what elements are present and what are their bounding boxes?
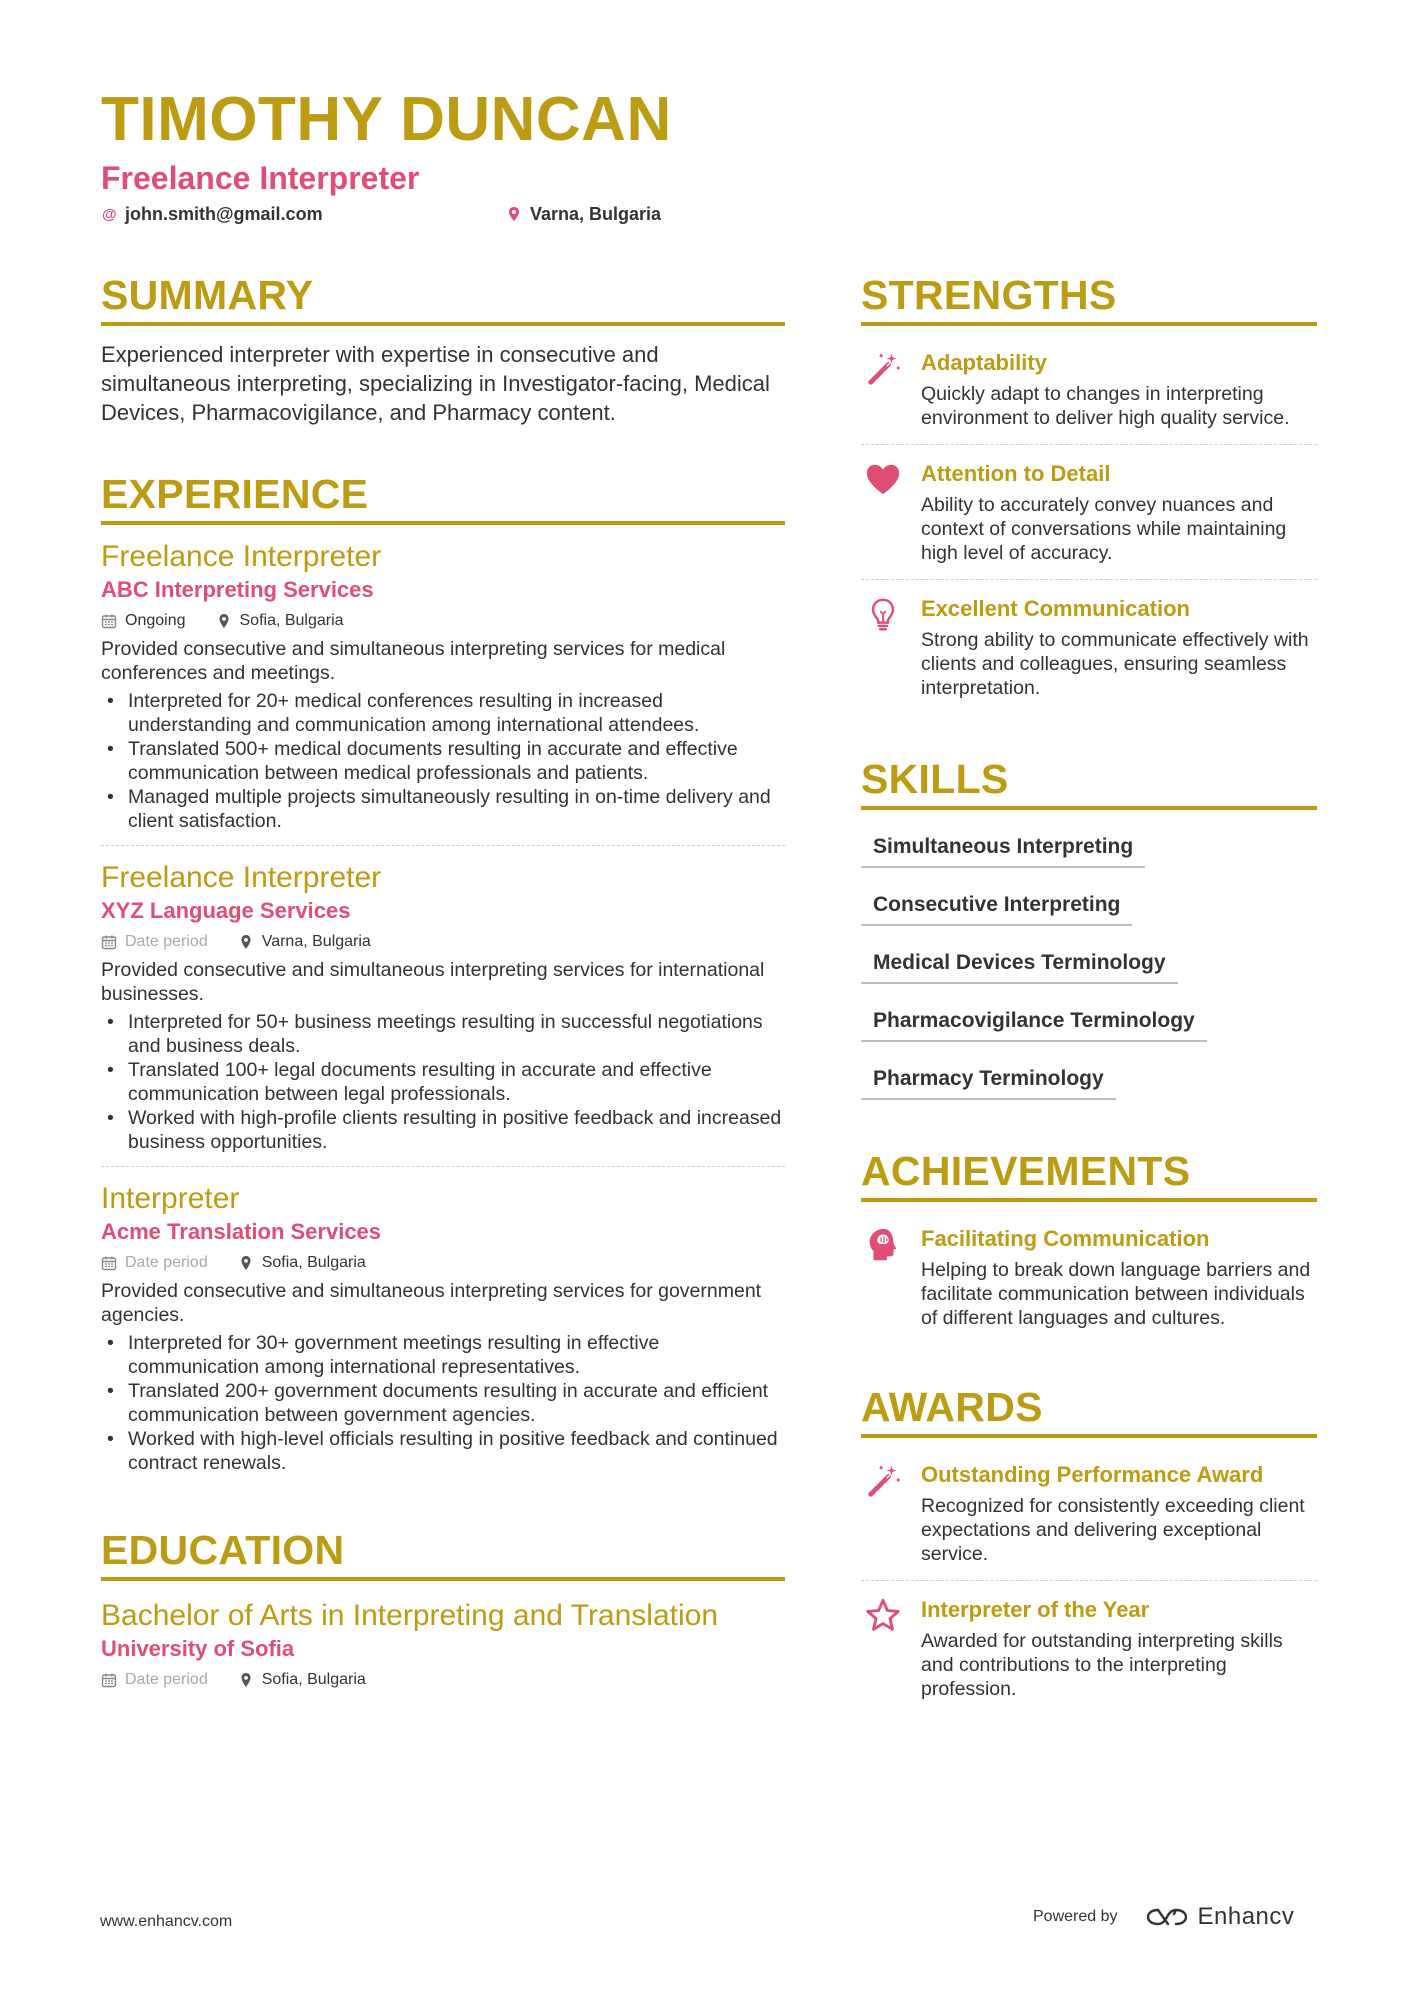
education-location xyxy=(238,1668,366,1692)
strengths-heading: STRENGTHS xyxy=(861,270,1317,326)
job-bullet: • Interpreted for 20+ medical conferences resulting in increased understanding and communication among international attendees. xyxy=(101,689,785,737)
experience-heading: EXPERIENCE xyxy=(101,469,785,525)
achievement-title: Facilitating Communication xyxy=(921,1226,1210,1251)
job-bullets xyxy=(101,1331,785,1475)
contact-email[interactable] xyxy=(101,202,323,226)
job-bullet: • Interpreted for 30+ government meetings resulting in effective communication among international representatives. xyxy=(101,1331,785,1379)
job-period xyxy=(101,1251,208,1275)
footer-website[interactable]: www.enhancv.com xyxy=(100,1913,233,1930)
achievements-section xyxy=(861,1146,1317,1344)
education-period-text: Date period xyxy=(125,1671,208,1688)
job-location xyxy=(238,930,371,954)
strength-title: Adaptability xyxy=(921,350,1047,375)
job-bullet: • Managed multiple projects simultaneously resulting in on-time delivery and client satisfaction. xyxy=(101,785,785,833)
calendar-icon xyxy=(101,1672,117,1688)
job-bullet: • Translated 200+ government documents resulting in accurate and efficient communication between government agencies. xyxy=(101,1379,785,1427)
candidate-title: Freelance Interpreter xyxy=(101,160,420,196)
award-text: Recognized for consistently exceeding client expectations and delivering exceptional service. xyxy=(921,1495,1305,1565)
heart-icon xyxy=(864,461,902,499)
job-bullet: • Translated 100+ legal documents resulting in accurate and effective communication between legal professionals. xyxy=(101,1058,785,1106)
strengths-section xyxy=(861,270,1317,714)
strength-text: Strong ability to communicate effectively with clients and colleagues, ensuring seamless interpretation. xyxy=(921,629,1309,699)
award-title: Outstanding Performance Award xyxy=(921,1462,1264,1487)
job-entry xyxy=(101,1166,785,1487)
job-title: Interpreter xyxy=(101,1182,240,1215)
contact-location xyxy=(506,202,661,226)
job-meta xyxy=(101,609,785,633)
location-pin-icon xyxy=(238,1672,254,1688)
email-text: john.smith@gmail.com xyxy=(125,204,323,224)
job-location xyxy=(216,609,344,633)
job-company: XYZ Language Services xyxy=(101,898,351,923)
achievement-item xyxy=(861,1216,1317,1344)
job-location xyxy=(238,1251,366,1275)
summary-section xyxy=(101,270,785,427)
location-pin-icon xyxy=(238,934,254,950)
education-section xyxy=(101,1525,785,1692)
skill-tag: Pharmacovigilance Terminology xyxy=(861,998,1207,1042)
summary-text: Experienced interpreter with expertise in consecutive and simultaneous interpreting, specializing in Investigator-facing, Medical Devices, Pharmacovigilance, and Pharmacy content. xyxy=(101,342,770,425)
skill-tag: Medical Devices Terminology xyxy=(861,940,1178,984)
svg-text:@: @ xyxy=(102,206,117,222)
strength-item xyxy=(861,444,1317,579)
skills-heading: SKILLS xyxy=(861,754,1317,810)
left-column xyxy=(101,270,785,1692)
awards-heading: AWARDS xyxy=(861,1382,1317,1438)
head-brain-icon xyxy=(864,1226,902,1264)
achievements-heading: ACHIEVEMENTS xyxy=(861,1146,1317,1202)
strength-text: Ability to accurately convey nuances and context of conversations while maintaining high level of accuracy. xyxy=(921,494,1287,564)
job-title: Freelance Interpreter xyxy=(101,861,382,894)
enhancv-logo[interactable] xyxy=(1144,1903,1295,1931)
lightbulb-icon xyxy=(864,596,902,634)
job-bullet: • Worked with high-profile clients resulting in positive feedback and increased business opportunities. xyxy=(101,1106,785,1154)
job-meta xyxy=(101,1251,785,1275)
job-company: ABC Interpreting Services xyxy=(101,577,374,602)
location-text: Varna, Bulgaria xyxy=(530,204,662,224)
job-company: Acme Translation Services xyxy=(101,1219,382,1244)
job-bullets xyxy=(101,689,785,833)
award-title: Interpreter of the Year xyxy=(921,1597,1150,1622)
skills-list xyxy=(861,824,1317,1114)
footer-branding xyxy=(1033,1903,1294,1931)
enhancv-logo-icon xyxy=(1144,1905,1190,1929)
job-description: Provided consecutive and simultaneous interpreting services for government agencies. xyxy=(101,1280,762,1326)
degree-title: Bachelor of Arts in Interpreting and Translation xyxy=(101,1599,719,1632)
right-column xyxy=(861,270,1317,1715)
at-icon xyxy=(101,206,117,222)
job-location-text: Varna, Bulgaria xyxy=(261,933,371,950)
education-location-text: Sofia, Bulgaria xyxy=(261,1671,366,1688)
skill-tag: Consecutive Interpreting xyxy=(861,882,1132,926)
job-bullets xyxy=(101,1010,785,1154)
calendar-icon xyxy=(101,1255,117,1271)
strength-item xyxy=(861,579,1317,714)
job-description: Provided consecutive and simultaneous interpreting services for medical conferences and meetings. xyxy=(101,638,726,684)
strength-title: Excellent Communication xyxy=(921,596,1190,621)
magic-wand-icon xyxy=(864,350,902,388)
strength-item xyxy=(861,340,1317,444)
achievement-text: Helping to break down language barriers and facilitate communication between individuals of different languages and cultures. xyxy=(921,1259,1311,1329)
skills-section xyxy=(861,754,1317,1114)
strength-text: Quickly adapt to changes in interpreting environment to deliver high quality service. xyxy=(921,383,1290,429)
job-bullet: • Interpreted for 50+ business meetings resulting in successful negotiations and business deals. xyxy=(101,1010,785,1058)
award-item xyxy=(861,1580,1317,1715)
job-period xyxy=(101,930,208,954)
star-icon xyxy=(864,1597,902,1635)
job-meta xyxy=(101,930,785,954)
location-pin-icon xyxy=(506,206,522,222)
job-location-text: Sofia, Bulgaria xyxy=(261,1254,366,1271)
school-name: University of Sofia xyxy=(101,1636,295,1661)
summary-heading: SUMMARY xyxy=(101,270,785,326)
award-text: Awarded for outstanding interpreting skills and contributions to the interpreting profession. xyxy=(921,1630,1283,1700)
magic-wand-icon xyxy=(864,1462,902,1500)
job-bullet: • Worked with high-level officials resulting in positive feedback and continued contract renewals. xyxy=(101,1427,785,1475)
awards-section xyxy=(861,1382,1317,1715)
location-pin-icon xyxy=(216,613,232,629)
job-entry xyxy=(101,845,785,1166)
skill-tag: Simultaneous Interpreting xyxy=(861,824,1145,868)
job-period-text: Ongoing xyxy=(125,612,186,629)
strength-title: Attention to Detail xyxy=(921,461,1111,486)
powered-by-label: Powered by xyxy=(1033,1908,1118,1925)
education-heading: EDUCATION xyxy=(101,1525,785,1581)
skill-tag: Pharmacy Terminology xyxy=(861,1056,1116,1100)
location-pin-icon xyxy=(238,1255,254,1271)
award-item xyxy=(861,1452,1317,1580)
experience-section xyxy=(101,469,785,1487)
candidate-name: TIMOTHY DUNCAN xyxy=(101,85,672,154)
job-title: Freelance Interpreter xyxy=(101,540,382,573)
job-location-text: Sofia, Bulgaria xyxy=(239,612,344,629)
job-description: Provided consecutive and simultaneous interpreting services for international businesses. xyxy=(101,959,765,1005)
brand-name: Enhancv xyxy=(1197,1903,1295,1930)
job-period xyxy=(101,609,186,633)
job-period-text: Date period xyxy=(125,933,208,950)
job-bullet: • Translated 500+ medical documents resulting in accurate and effective communication between medical professionals and patients. xyxy=(101,737,785,785)
job-entry xyxy=(101,539,785,845)
job-period-text: Date period xyxy=(125,1254,208,1271)
calendar-icon xyxy=(101,934,117,950)
calendar-icon xyxy=(101,613,117,629)
education-meta xyxy=(101,1668,785,1692)
education-period xyxy=(101,1668,208,1692)
